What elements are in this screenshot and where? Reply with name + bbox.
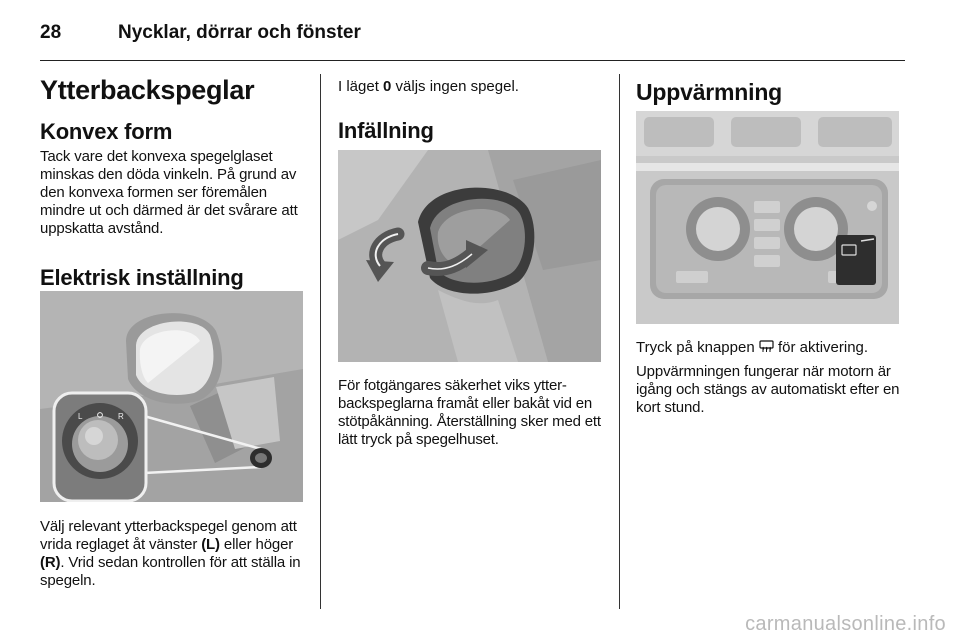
- electric-text: [40, 518, 304, 590]
- section-title: Ytterbackspeglar: [40, 75, 255, 105]
- electric-text-part-2: eller höger: [219, 536, 294, 553]
- svg-text:R: R: [118, 412, 124, 421]
- folding-heading: Infällning: [338, 118, 434, 143]
- column-2: [338, 72, 602, 145]
- heating-text-1-part-b: för aktivering.: [773, 339, 869, 356]
- page-number: 28: [40, 22, 62, 43]
- heating-text-2: Uppvärmningen fungerar när motorn är igång och stängs av automatiskt efter en kort stund.: [636, 363, 900, 416]
- electric-text-part-1: Välj relevant ytterbackspegel genom att vrida reglaget åt vänster: [40, 518, 297, 553]
- column-1: [40, 72, 304, 292]
- position-zero-text: [338, 78, 602, 96]
- position-zero: 0: [383, 78, 392, 95]
- left-key: (L): [201, 536, 220, 553]
- electric-heading: Elektrisk inställning: [40, 265, 244, 290]
- heating-text-1: [636, 339, 900, 357]
- convex-text: Tack vare det konvexa spegelglaset minskas den döda vinkeln. På grund av den konvexa formen ser föremålen mindre ut och därmed är det svårare att uppskatta avstånd.: [40, 148, 298, 237]
- column-3: [636, 72, 900, 106]
- chapter-title: Nycklar, dörrar och fönster: [118, 22, 361, 43]
- electric-text-part-3: . Vrid sedan kontrollen för att ställa in spegeln.: [40, 554, 301, 589]
- mirror-adjust-figure: [40, 291, 303, 502]
- column-divider: [320, 74, 321, 609]
- heating-control-figure: [636, 111, 899, 324]
- column-divider: [619, 74, 620, 609]
- page-header: [40, 20, 905, 61]
- convex-heading: Konvex form: [40, 119, 173, 144]
- heating-text-block: [636, 339, 900, 417]
- heating-heading: Uppvärmning: [636, 79, 783, 105]
- heated-mirror-icon: [759, 340, 774, 353]
- right-key: (R): [40, 554, 61, 571]
- position-text-part-2: väljs ingen spegel.: [391, 78, 519, 95]
- watermark: carmanualsonline.info: [745, 613, 946, 635]
- svg-text:L: L: [78, 412, 83, 421]
- folding-mirror-figure: [338, 150, 601, 362]
- folding-text: För fotgängares säkerhet viks ytter-backspeglarna framåt eller bakåt vid en stötpåkänning. Återställning sker med ett lätt tryck på spegelhuset.: [338, 377, 601, 448]
- position-text-part-1: I läget: [338, 78, 384, 95]
- heating-text-1-part-a: Tryck på knappen: [636, 339, 759, 356]
